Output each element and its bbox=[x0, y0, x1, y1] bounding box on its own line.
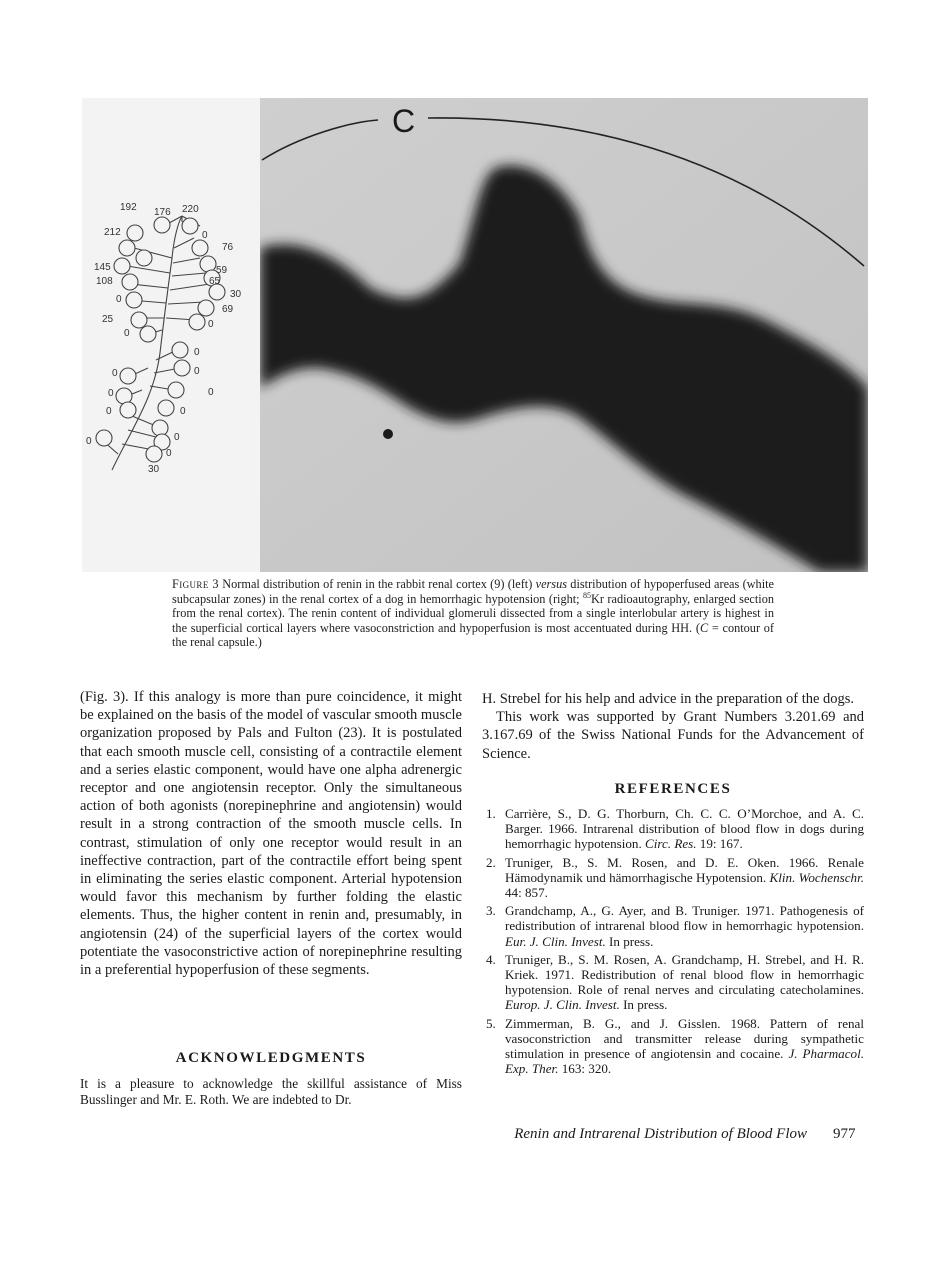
radioautograph-image bbox=[260, 98, 868, 572]
reference-item bbox=[482, 952, 864, 1013]
renin-value: 25 bbox=[102, 314, 114, 325]
reference-text: Grandchamp, A., G. Ayer, and B. Truniger. 1971. Pathogenesis of redistribution of intrarenal blood flow in hemorrhagic hypotension. bbox=[505, 903, 864, 934]
renin-value: 0 bbox=[208, 387, 214, 398]
figure-label: Figure 3 bbox=[172, 577, 219, 591]
renin-value: 0 bbox=[108, 388, 114, 399]
renin-value: 0 bbox=[208, 319, 214, 330]
reference-citation: 19: 167. bbox=[696, 836, 743, 852]
renin-value: 76 bbox=[222, 242, 234, 253]
renin-value: 0 bbox=[86, 436, 92, 447]
renin-value: 192 bbox=[120, 202, 137, 213]
grant-support-text: This work was supported by Grant Numbers 3.201.69 and 3.167.69 of the Swiss National Funds for the Advancement of Science. bbox=[482, 709, 864, 762]
isotope-mass: 85 bbox=[583, 590, 592, 600]
right-column bbox=[482, 690, 864, 763]
renin-value: 0 bbox=[106, 406, 112, 417]
renin-value: 0 bbox=[166, 448, 172, 459]
reference-item bbox=[482, 1016, 864, 1077]
renin-value: 176 bbox=[154, 207, 171, 218]
reference-citation: 44: 857. bbox=[505, 885, 548, 901]
left-column bbox=[80, 688, 462, 979]
renin-value: 30 bbox=[148, 464, 160, 475]
glomeruli-diagram-svg bbox=[82, 98, 260, 572]
reference-journal: Europ. J. Clin. Invest. bbox=[505, 997, 620, 1013]
caption-text-2: distribution of hypoperfused areas (white subcapsular zones) in the renal cortex of a dog in hemorrhagic hypotension (right; bbox=[172, 577, 774, 606]
renin-value: 30 bbox=[230, 289, 242, 300]
renin-value: 0 bbox=[116, 294, 122, 305]
reference-journal: J. Pharmacol. Exp. Ther. bbox=[505, 1046, 864, 1077]
reference-number: 1. bbox=[486, 806, 496, 821]
reference-item bbox=[482, 903, 864, 949]
reference-citation: In press. bbox=[619, 997, 668, 1013]
reference-item bbox=[482, 806, 864, 852]
caption-c-symbol: C bbox=[699, 620, 709, 635]
acknowledgments-heading: ACKNOWLEDGMENTS bbox=[175, 1050, 367, 1066]
capsule-contour-label: C bbox=[392, 103, 416, 139]
renin-value: 69 bbox=[222, 304, 234, 315]
reference-journal: Klin. Wochenschr. bbox=[769, 869, 864, 885]
continuation-text: H. Strebel for his help and advice in the preparation of the dogs. bbox=[482, 691, 855, 707]
reference-text: Truniger, B., S. M. Rosen, and D. E. Oken. 1966. Renale Hämodynamik und hämorrhagische Hypotension. bbox=[505, 854, 864, 885]
reference-citation: In press. bbox=[605, 933, 654, 949]
reference-number: 3. bbox=[486, 903, 496, 919]
references-list bbox=[482, 806, 864, 1079]
running-head: Renin and Intrarenal Distribution of Blood Flow bbox=[514, 1126, 807, 1142]
renin-value: 108 bbox=[96, 276, 113, 287]
acknowledgments-text: It is a pleasure to acknowledge the skillful assistance of Miss Busslinger and Mr. E. Roth. We are indebted to Dr. bbox=[80, 1076, 462, 1108]
body-paragraph: (Fig. 3). If this analogy is more than pure coincidence, it might be explained on the basis of the model of vascular smooth muscle organization proposed by Pals and Fulton (23). It is postulated that each smooth muscle cell, consisting of a contractile element and a series elastic component, would have one alpha adrenergic receptor and one angiotensin receptor. Only the simultaneous action of both agonists (norepinephrine and angiotensin) would result in a strong contraction of the smooth muscle cells. In contrast, stimulation of only one receptor would result in an ineffective contraction, part of the contractile effort being spent in eliminating the series elastic component. Arterial hypotension would favor this mechanism by further folding the elastic elements. Thus, the higher content in renin and, presumably, in angiotensin (24) of the superficial layers of the cortex would potentiate the vasoconstrictive action of norepinephrine resulting in a preferential hypoperfusion of these segments. bbox=[80, 689, 462, 979]
reference-journal: Eur. J. Clin. Invest. bbox=[505, 933, 606, 949]
renin-value: 0 bbox=[180, 406, 186, 417]
reference-number: 4. bbox=[486, 951, 496, 967]
reference-text: Zimmerman, B. G., and J. Gisslen. 1968. Pattern of renal vasoconstriction and transmitter release during sympathetic stimulation in presence of angiotensin and cocaine. bbox=[505, 1015, 864, 1062]
artifact-dot bbox=[383, 429, 393, 439]
caption-text-3: Kr radioautography, enlarged section from the renal cortex). The renin content of individual glomeruli dissected from a single interlobular artery is highest in the superficial cortical layers where vasoconstriction and hypoperfusion is most accentuated during HH. ( bbox=[172, 591, 775, 635]
renin-value: 0 bbox=[194, 347, 200, 358]
reference-citation: 163: 320. bbox=[558, 1061, 612, 1077]
reference-number: 2. bbox=[486, 854, 496, 870]
renin-value: 212 bbox=[104, 227, 121, 238]
caption-versus: versus bbox=[535, 577, 568, 591]
renin-value: 0 bbox=[194, 366, 200, 377]
reference-text: Truniger, B., S. M. Rosen, A. Grandchamp, H. Strebel, and H. R. Kriek. 1971. Redistribution of renal blood flow in hemorrhagic hypotension. Role of renal nerves and circulating catecholamines. bbox=[505, 951, 864, 998]
renin-value: 0 bbox=[202, 230, 208, 241]
reference-text: Carrière, S., D. G. Thorburn, Ch. C. C. O’Morchoe, and A. C. Barger. 1966. Intrarenal distribution of blood flow in dogs during hemorrhagic hypotension. bbox=[505, 806, 864, 852]
renin-value: 145 bbox=[94, 262, 111, 273]
reference-journal: Circ. Res. bbox=[645, 836, 697, 852]
renin-value: 0 bbox=[112, 368, 118, 379]
caption-text-4: = contour of the renal capsule.) bbox=[172, 620, 775, 650]
renin-value: 59 bbox=[216, 265, 228, 276]
renin-value: 220 bbox=[182, 204, 199, 215]
figure-caption bbox=[172, 577, 774, 650]
glomeruli bbox=[96, 217, 225, 462]
reference-item bbox=[482, 855, 864, 901]
renin-value: 0 bbox=[124, 328, 130, 339]
page-number: 977 bbox=[833, 1126, 856, 1142]
caption-text-1: Normal distribution of renin in the rabbit renal cortex (9) (left) bbox=[222, 577, 536, 591]
references-heading: REFERENCES bbox=[614, 781, 732, 797]
reference-number: 5. bbox=[486, 1015, 496, 1031]
figure-3 bbox=[82, 98, 868, 572]
renin-value: 65 bbox=[209, 276, 221, 287]
renin-value: 0 bbox=[174, 432, 180, 443]
radioautograph-svg bbox=[260, 98, 868, 572]
glomeruli-diagram bbox=[82, 98, 260, 572]
